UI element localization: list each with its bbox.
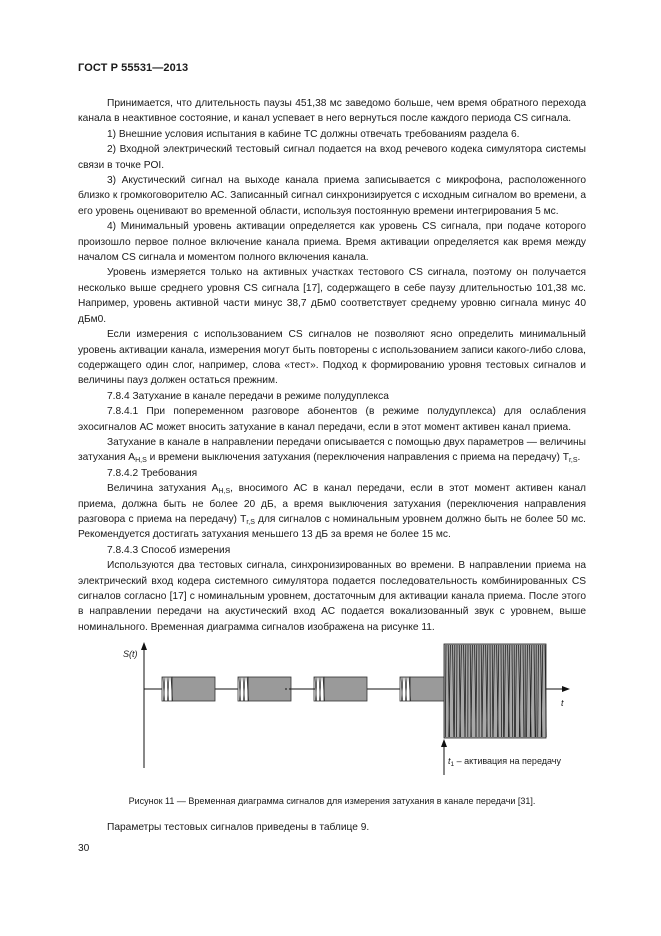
text-run: . xyxy=(577,452,581,464)
t1-subscript: 1 xyxy=(450,761,455,768)
page-number: 30 xyxy=(78,843,90,854)
cs-pulse xyxy=(238,677,291,701)
y-axis-label: S(t) xyxy=(123,649,138,659)
paragraph: Используются два тестовых сигнала, синхронизированных во времени. В направлении приема на электрический вход кодера системного симулятора подается последовательность комбинированных CS сигналов согласно [17] с номинальным уровнем, достаточным для активации канала приема. После этого в направлении передачи на акустический вход АС подается вокализованный звук с уровнем, выше номинального. Временная диаграмма сигналов изображена на рисунке 11. xyxy=(78,560,586,633)
voiced-burst xyxy=(444,644,546,738)
text-run: Затухание в канале в направлении передачи описывается с помощью двух параметров — величины затухания А xyxy=(78,436,586,464)
paragraph: Принимается, что длительность паузы 451,38 мс заведомо больше, чем время обратного перехода канала в неактивное состояние, и канал успевает в него вернуться после каждого периода CS сигнала. xyxy=(78,98,586,125)
t1-marker-label xyxy=(448,756,561,766)
text-run: , вносимого АС в канал передачи, если в этот момент активен канал приема, должна быть не более 20 дБ, а время выключения затухания (переключения направления разговора с приема на передачу) Т xyxy=(78,483,587,525)
paragraph: 3) Акустический сигнал на выходе канала приема записывается с микрофона, расположенного близко к громкоговорителю АС. Записанный сигнал синхронизируется с исходным сигналом во времени, а его уровень оценивают во временной области, используя постоянную времени интегрирования 5 мс. xyxy=(78,175,586,217)
text-run: и времени выключения затухания (переключения направления с приема на передачу) Т xyxy=(146,452,569,464)
paragraph xyxy=(78,435,586,466)
subscript: H,S xyxy=(135,457,147,465)
subscript: r,S xyxy=(246,518,255,526)
section-heading: 7.8.4.3 Способ измерения xyxy=(107,544,231,556)
timing-diagram xyxy=(78,640,586,780)
y-axis-arrow xyxy=(141,642,147,650)
x-axis-label: t xyxy=(561,698,564,708)
paragraph: 2) Входной электрический тестовый сигнал подается на вход речевого кодека симулятора системы связи в точке POI. xyxy=(78,144,586,171)
t1-marker-arrow xyxy=(441,739,447,747)
t1-text: – активация на передачу xyxy=(454,756,561,766)
document-header: ГОСТ Р 55531—2013 xyxy=(78,62,189,74)
document-body xyxy=(78,96,586,635)
paragraph: 4) Минимальный уровень активации определяется как уровень CS сигнала, при подаче которого произошло первое полное включение канала приема. Время активации определяется как время между началом CS сигнала и моментом полного включения канала. xyxy=(78,221,586,264)
paragraph: Уровень измеряется только на активных участках тестового CS сигнала, поэтому он получается несколько выше среднего уровня CS сигнала [17], содержащего в себе паузу длительностью 101,38 мс. Например, уровень активной части минус 38,7 дБм0 соответствует среднему уровню сигнала минус 40 дБм0. xyxy=(78,267,586,325)
cs-pulse xyxy=(162,677,215,701)
subscript: H,S xyxy=(218,488,231,496)
paragraph: 7.8.4.1 При попеременном разговоре абонентов (в режиме полудуплекса) для ослабления эхосигналов АС может вносить затухание в канал передачи, если в этот момент активен канал приема. xyxy=(78,406,586,433)
text-run: для сигналов с номинальным уровнем должно быть не более 50 мс. Рекомендуется достигать затухания меньшего 13 дБ за время не более 15 мс. xyxy=(78,513,586,541)
table-reference-text: Параметры тестовых сигналов приведены в таблице 9. xyxy=(107,822,370,833)
x-axis-arrow xyxy=(562,686,570,692)
cs-pulse xyxy=(314,677,367,701)
figure-caption: Рисунок 11 — Временная диаграмма сигналов для измерения затухания в канале передачи [31]. xyxy=(128,796,536,806)
paragraph xyxy=(78,481,586,543)
t1-symbol: t xyxy=(448,756,451,766)
subscript: r,S xyxy=(568,457,578,465)
paragraph: 1) Внешние условия испытания в кабине ТС должны отвечать требованиям раздела 6. xyxy=(107,128,520,140)
section-heading: 7.8.4 Затухание в канале передачи в режиме полудуплекса xyxy=(107,390,389,402)
text-run: Величина затухания А xyxy=(107,483,219,495)
section-heading: 7.8.4.2 Требования xyxy=(107,467,198,479)
paragraph: Если измерения с использованием CS сигналов не позволяют ясно определить минимальный уровень активации канала, измерения могут быть повторены с использованием записи какого-либо слова, содержащего один слог, например, слова «тест». Подход к формированию уровня тестовых сигналов и величины пауз должен остаться прежним. xyxy=(78,329,587,387)
